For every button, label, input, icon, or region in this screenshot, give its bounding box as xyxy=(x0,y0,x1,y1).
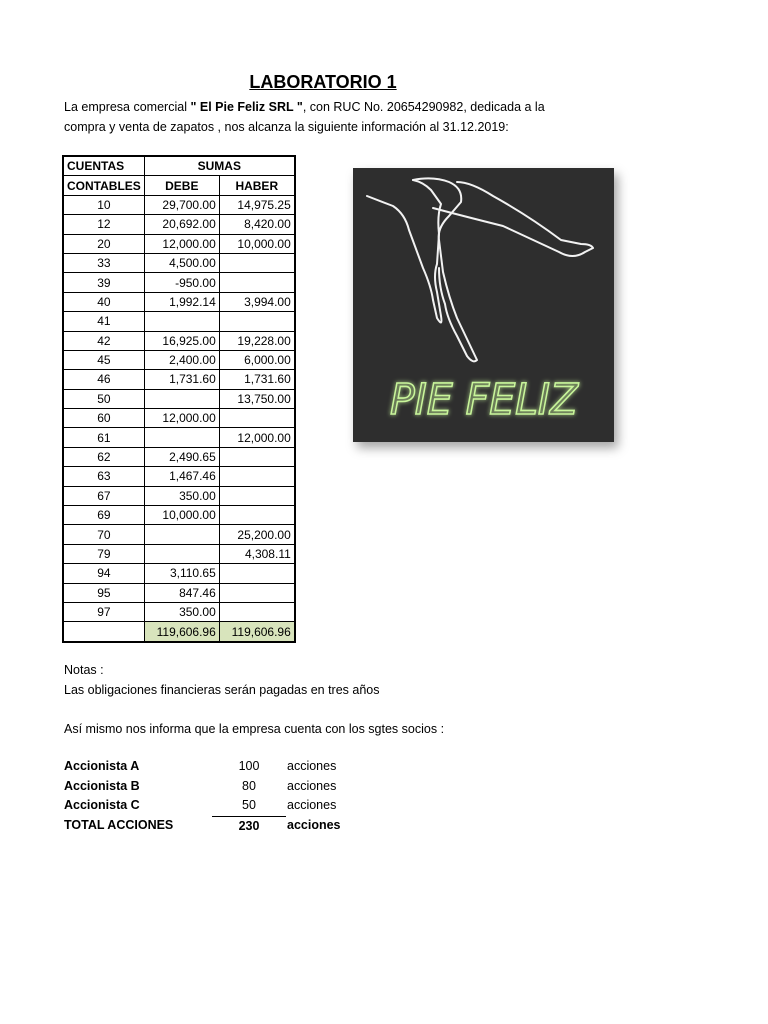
table-row xyxy=(63,350,295,369)
haber-cell xyxy=(219,312,295,331)
debe-cell: 29,700.00 xyxy=(144,195,219,214)
shareholder-name: Accionista A xyxy=(64,759,140,773)
debe-cell: 3,110.65 xyxy=(144,564,219,583)
account-cell: 40 xyxy=(63,292,144,311)
table-row xyxy=(63,583,295,602)
table-row xyxy=(63,389,295,408)
account-cell: 39 xyxy=(63,273,144,292)
notes-section xyxy=(64,661,444,739)
debe-cell xyxy=(144,428,219,447)
table-row xyxy=(63,292,295,311)
shareholder-qty: 50 xyxy=(242,798,256,812)
haber-cell xyxy=(219,564,295,583)
intro-post: , con RUC No. 20654290982, dedicada a la xyxy=(302,100,545,114)
shareholder-unit: acciones xyxy=(287,778,337,793)
debe-cell: 12,000.00 xyxy=(144,409,219,428)
account-cell: 62 xyxy=(63,447,144,466)
notes-label: Notas : xyxy=(64,663,104,677)
account-cell: 69 xyxy=(63,506,144,525)
debe-cell xyxy=(144,544,219,563)
haber-cell: 13,750.00 xyxy=(219,389,295,408)
totals-label-cell xyxy=(63,622,144,642)
total-label: TOTAL ACCIONES xyxy=(64,817,174,832)
table-row xyxy=(63,525,295,544)
shareholder-unit: acciones xyxy=(287,798,337,812)
debe-cell: 847.46 xyxy=(144,583,219,602)
total-unit: acciones xyxy=(287,817,341,832)
shareholder-name: Accionista C xyxy=(64,798,140,812)
total-debe-cell: 119,606.96 xyxy=(144,622,219,642)
haber-cell: 1,731.60 xyxy=(219,370,295,389)
account-cell: 60 xyxy=(63,409,144,428)
total-qty: 230 xyxy=(212,816,286,837)
account-cell: 95 xyxy=(63,583,144,602)
shareholder-name: Accionista B xyxy=(64,778,140,793)
notes-line-1: Las obligaciones financieras serán pagadas en tres años xyxy=(64,682,380,697)
header-accounts-1: CUENTAS xyxy=(63,156,144,176)
legs-outline-icon xyxy=(353,168,614,442)
debe-cell: 4,500.00 xyxy=(144,253,219,272)
debe-cell: 2,400.00 xyxy=(144,350,219,369)
debe-cell: 10,000.00 xyxy=(144,506,219,525)
ledger-body xyxy=(63,195,295,641)
table-row xyxy=(63,447,295,466)
shareholder-qty: 80 xyxy=(242,778,256,793)
intro-line-1 xyxy=(64,97,584,117)
haber-cell: 8,420.00 xyxy=(219,215,295,234)
account-cell: 63 xyxy=(63,467,144,486)
intro-paragraph xyxy=(64,97,584,137)
account-cell: 97 xyxy=(63,602,144,621)
haber-cell xyxy=(219,409,295,428)
page-title: LABORATORIO 1 xyxy=(249,72,397,92)
table-row xyxy=(63,544,295,563)
haber-cell: 25,200.00 xyxy=(219,525,295,544)
debe-cell: 350.00 xyxy=(144,602,219,621)
debe-cell: 20,692.00 xyxy=(144,215,219,234)
haber-cell: 10,000.00 xyxy=(219,234,295,253)
table-row xyxy=(63,602,295,621)
intro-pre: La empresa comercial xyxy=(64,100,191,114)
table-row xyxy=(63,486,295,505)
table-row xyxy=(63,234,295,253)
notes-spacer xyxy=(64,700,444,720)
haber-cell xyxy=(219,583,295,602)
table-row xyxy=(63,273,295,292)
debe-cell xyxy=(144,389,219,408)
debe-cell xyxy=(144,312,219,331)
shareholder-unit: acciones xyxy=(287,759,337,773)
table-row xyxy=(63,370,295,389)
account-cell: 45 xyxy=(63,350,144,369)
debe-cell: 12,000.00 xyxy=(144,234,219,253)
account-cell: 46 xyxy=(63,370,144,389)
logo-text: PIE FELIZ xyxy=(390,375,580,425)
header-haber: HABER xyxy=(219,176,295,195)
debe-cell xyxy=(144,525,219,544)
table-row xyxy=(63,506,295,525)
debe-cell: 16,925.00 xyxy=(144,331,219,350)
haber-cell xyxy=(219,447,295,466)
table-row xyxy=(63,253,295,272)
header-sums: SUMAS xyxy=(144,156,295,176)
debe-cell: 1,731.60 xyxy=(144,370,219,389)
haber-cell: 14,975.25 xyxy=(219,195,295,214)
table-row xyxy=(63,409,295,428)
table-row xyxy=(63,428,295,447)
haber-cell: 4,308.11 xyxy=(219,544,295,563)
table-row xyxy=(63,331,295,350)
account-cell: 94 xyxy=(63,564,144,583)
haber-cell xyxy=(219,486,295,505)
totals-row xyxy=(63,622,295,642)
account-cell: 42 xyxy=(63,331,144,350)
table-row xyxy=(63,564,295,583)
account-cell: 61 xyxy=(63,428,144,447)
account-cell: 20 xyxy=(63,234,144,253)
table-row xyxy=(63,467,295,486)
account-cell: 67 xyxy=(63,486,144,505)
notes-line-2: Así mismo nos informa que la empresa cuenta con los sgtes socios : xyxy=(64,721,445,736)
table-row xyxy=(63,215,295,234)
debe-cell: 2,490.65 xyxy=(144,447,219,466)
shareholder-qty: 100 xyxy=(238,759,260,773)
haber-cell: 19,228.00 xyxy=(219,331,295,350)
haber-cell xyxy=(219,506,295,525)
haber-cell xyxy=(219,467,295,486)
haber-cell xyxy=(219,273,295,292)
account-cell: 33 xyxy=(63,253,144,272)
account-cell: 41 xyxy=(63,312,144,331)
header-accounts-2: CONTABLES xyxy=(63,176,144,195)
debe-cell: 1,992.14 xyxy=(144,292,219,311)
debe-cell: 1,467.46 xyxy=(144,467,219,486)
debe-cell: 350.00 xyxy=(144,486,219,505)
haber-cell: 12,000.00 xyxy=(219,428,295,447)
account-cell: 12 xyxy=(63,215,144,234)
pie-feliz-logo xyxy=(353,168,614,442)
debe-cell: -950.00 xyxy=(144,273,219,292)
account-cell: 50 xyxy=(63,389,144,408)
intro-line-2: compra y venta de zapatos , nos alcanza la siguiente información al 31.12.2019: xyxy=(64,120,509,134)
table-row xyxy=(63,312,295,331)
haber-cell: 3,994.00 xyxy=(219,292,295,311)
haber-cell: 6,000.00 xyxy=(219,350,295,369)
company-name: " El Pie Feliz SRL " xyxy=(190,100,303,114)
table-header-row-1 xyxy=(63,156,295,176)
haber-cell xyxy=(219,253,295,272)
table-header-row-2 xyxy=(63,176,295,195)
header-debe: DEBE xyxy=(144,176,219,195)
account-cell: 79 xyxy=(63,544,144,563)
table-row xyxy=(63,195,295,214)
account-cell: 10 xyxy=(63,195,144,214)
account-cell: 70 xyxy=(63,525,144,544)
ledger-table xyxy=(62,155,296,643)
total-haber-cell: 119,606.96 xyxy=(219,622,295,642)
haber-cell xyxy=(219,602,295,621)
